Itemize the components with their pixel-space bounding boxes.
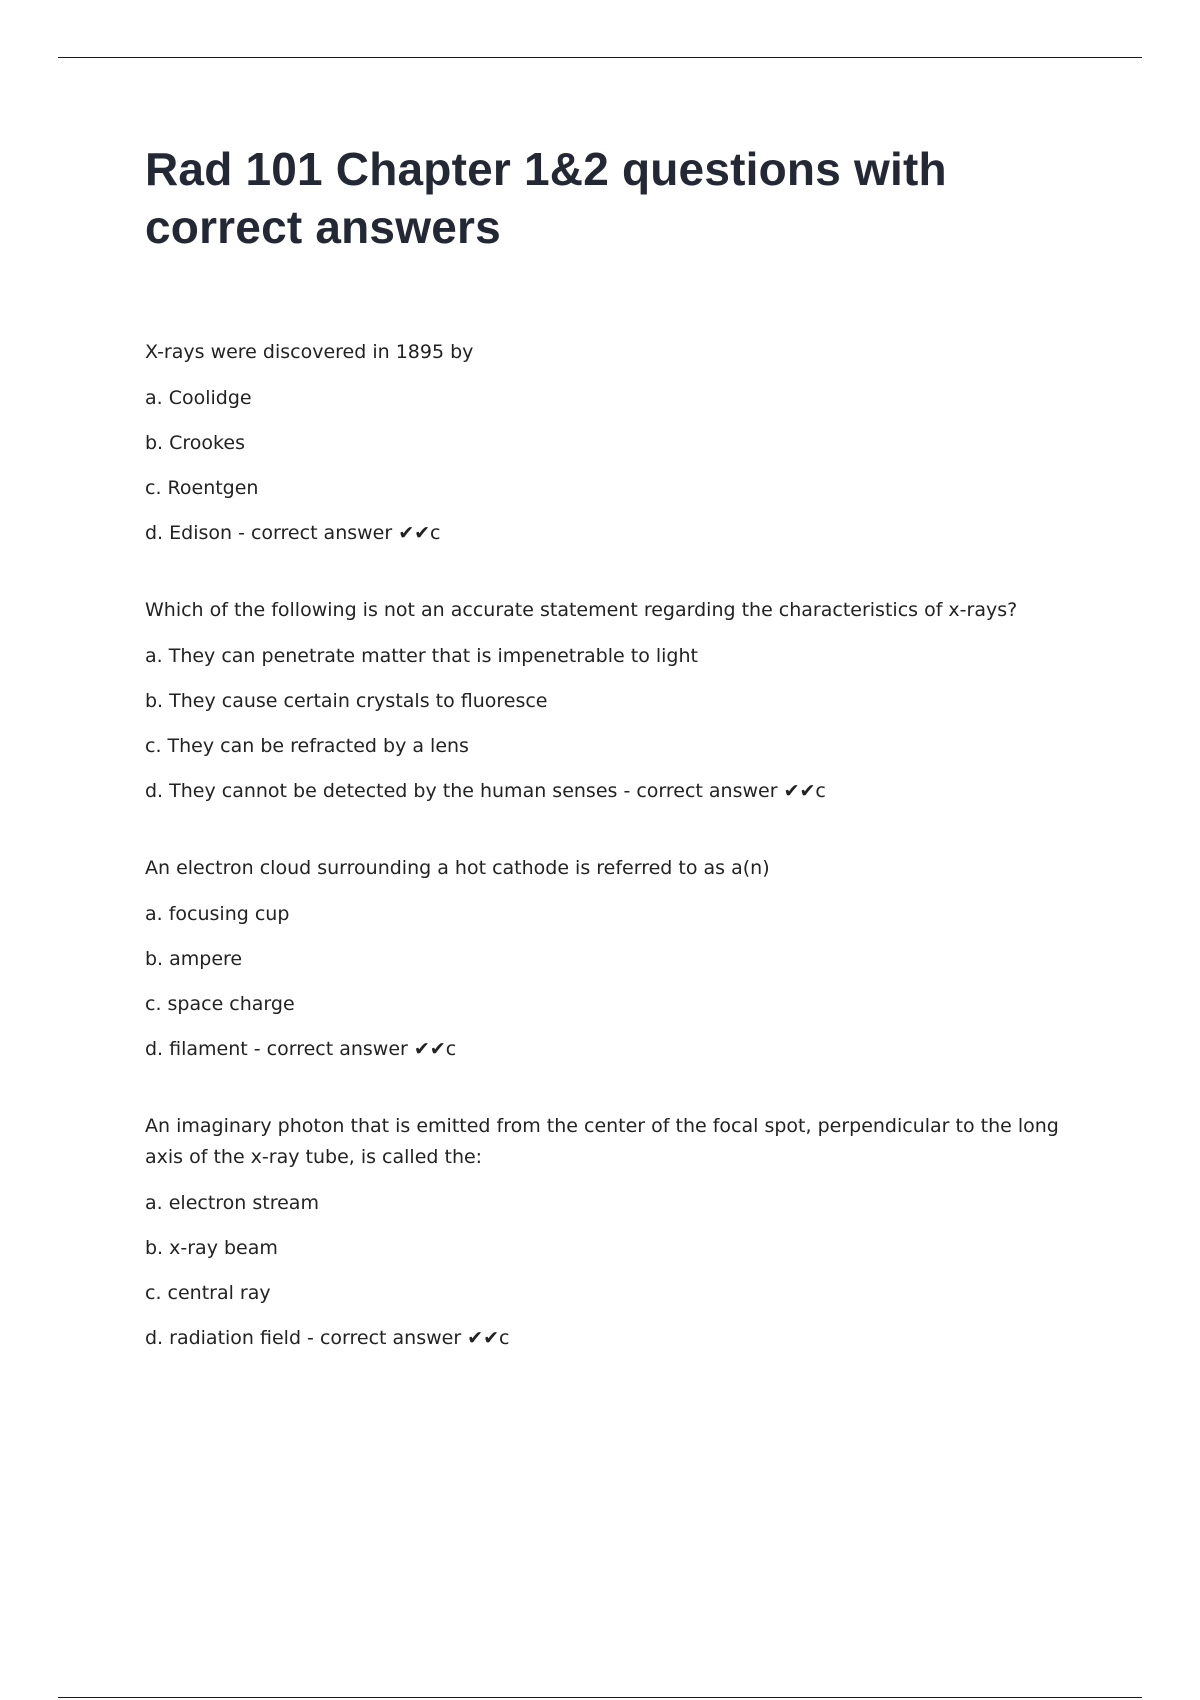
question-text: An imaginary photon that is emitted from the center of the focal spot, perpendicular to the long axis of the x-ray tube, is called the: [145, 1115, 1059, 1168]
answer-option: a. They can penetrate matter that is impenetrable to light [145, 645, 698, 667]
question-text: An electron cloud surrounding a hot cathode is referred to as a(n) [145, 857, 770, 879]
answer-option: b. x-ray beam [145, 1237, 278, 1259]
answer-option: d. They cannot be detected by the human senses - correct answer ✔✔c [145, 780, 826, 802]
answer-option: d. radiation field - correct answer ✔✔c [145, 1327, 510, 1349]
answer-option: b. They cause certain crystals to fluoresce [145, 690, 548, 712]
answer-option: a. focusing cup [145, 903, 290, 925]
answer-option: c. space charge [145, 993, 295, 1015]
top-divider [58, 57, 1142, 58]
answer-option: c. Roentgen [145, 477, 259, 499]
answer-option: a. electron stream [145, 1192, 319, 1214]
answer-option: b. Crookes [145, 432, 245, 454]
document-title: Rad 101 Chapter 1&2 questions with correct answers [145, 143, 947, 253]
answer-option: d. Edison - correct answer ✔✔c [145, 522, 441, 544]
question-text: Which of the following is not an accurate statement regarding the characteristics of x-rays? [145, 599, 1018, 621]
question-block [145, 337, 1075, 549]
question-list [145, 337, 1075, 1354]
answer-option: a. Coolidge [145, 387, 252, 409]
answer-option: b. ampere [145, 948, 243, 970]
question-text: X-rays were discovered in 1895 by [145, 341, 474, 363]
answer-option: c. They can be refracted by a lens [145, 735, 469, 757]
question-block [145, 595, 1075, 807]
bottom-divider [58, 1697, 1142, 1698]
answer-option: d. filament - correct answer ✔✔c [145, 1038, 457, 1060]
document-body [145, 140, 1075, 1400]
answer-option: c. central ray [145, 1282, 271, 1304]
question-block [145, 1111, 1075, 1354]
question-block [145, 853, 1075, 1065]
